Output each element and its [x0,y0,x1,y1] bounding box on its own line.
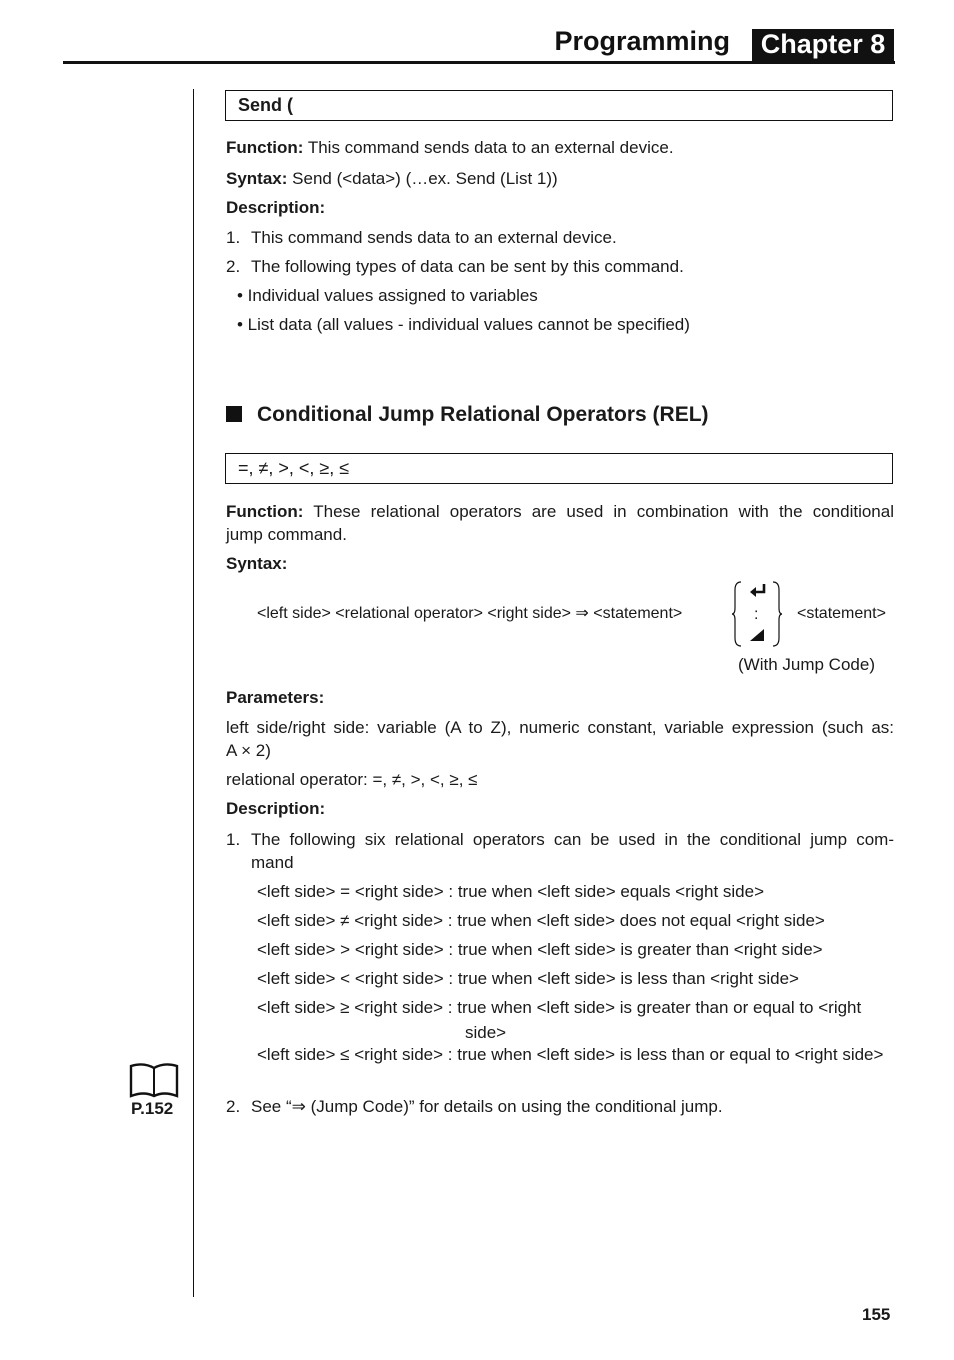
margin-rule [193,89,194,1297]
parameters-label: Parameters: [226,688,325,707]
page-number: 155 [862,1305,891,1324]
rel-desc-1-num: 1. [226,830,241,849]
rel-desc-2-text: See “⇒ (Jump Code)” for details on using the conditional jump. [251,1097,723,1116]
send-syntax-text: Send (<data>) (…ex. Send (List 1)) [292,169,558,188]
rel-desc-2-num: 2. [226,1097,241,1116]
send-function-text: This command sends data to an external device. [307,138,674,157]
send-syntax-label: Syntax: [226,169,288,188]
rel-description-label: Description: [226,799,326,818]
relation-equal: <left side> = <right side> : true when <left side> equals <right side> [257,882,765,901]
rel-desc-1-text-cont: mand [251,853,294,872]
param-line-2: A × 2) [226,741,271,760]
section-heading [226,403,709,427]
relation-less: <left side> < <right side> : true when <left side> is less than <right side> [257,969,799,988]
rel-function-text-2: jump command. [226,525,347,544]
send-item-1 [226,226,240,249]
rel-function-label: Function: [226,502,304,521]
send-item-2-num: 2. [226,257,241,276]
page-reference[interactable]: P.152 [131,1099,174,1118]
send-bullet-1: • Individual values assigned to variables [237,286,538,305]
send-item-2-text: The following types of data can be sent by this command. [251,257,684,276]
send-function [226,136,674,159]
relation-greater: <left side> > <right side> : true when <left side> is greater than <right side> [257,940,823,959]
rel-desc-1-text: The following six relational operators can be used in the conditional jump com- [251,830,894,849]
rel-syntax-label: Syntax: [226,554,288,573]
param-line-1: left side/right side: variable (A to Z), numeric constant, variable expression (such as: [226,718,894,737]
section-heading-text: Conditional Jump Relational Operators (REL) [257,403,709,426]
send-syntax [226,167,558,190]
send-description-label: Description: [226,198,326,217]
send-item-1-text: This command sends data to an external device. [251,228,617,247]
relation-not-equal: <left side> ≠ <right side> : true when <left side> does not equal <right side> [257,911,825,930]
return-arrow-icon [749,583,767,604]
jump-code-colon: : [754,606,759,623]
relation-less-equal: <left side> ≤ <right side> : true when <left side> is less than or equal to <right side> [257,1045,884,1064]
param-line-3: relational operator: =, ≠, >, <, ≥, ≤ [226,770,478,789]
send-bullet-2: • List data (all values - individual values cannot be specified) [237,315,690,334]
chapter-title: Programming [554,26,730,56]
book-icon [128,1062,180,1103]
rel-syntax-text: <left side> <relational operator> <right side> ⇒ <statement> [257,605,683,622]
rel-function-text-1: These relational operators are used in combination with the conditional [313,502,894,521]
send-function-label: Function: [226,138,304,157]
relation-greater-equal-cont: side> [465,1023,507,1042]
relation-greater-equal: <left side> ≥ <right side> : true when <left side> is greater than or equal to <right [257,998,862,1017]
chapter-badge: Chapter 8 [752,29,894,62]
header-rule [63,61,895,64]
send-command-box: Send ( [225,90,893,121]
jump-code-label: (With Jump Code) [738,655,875,674]
rel-command-box: =, ≠, >, <, ≥, ≤ [225,453,893,484]
display-triangle-icon [749,628,765,647]
rel-function-line1 [226,500,894,523]
send-item-2 [226,255,240,278]
section-square-icon [226,406,242,422]
rel-syntax-statement: <statement> [797,605,886,622]
send-item-1-num: 1. [226,228,241,247]
